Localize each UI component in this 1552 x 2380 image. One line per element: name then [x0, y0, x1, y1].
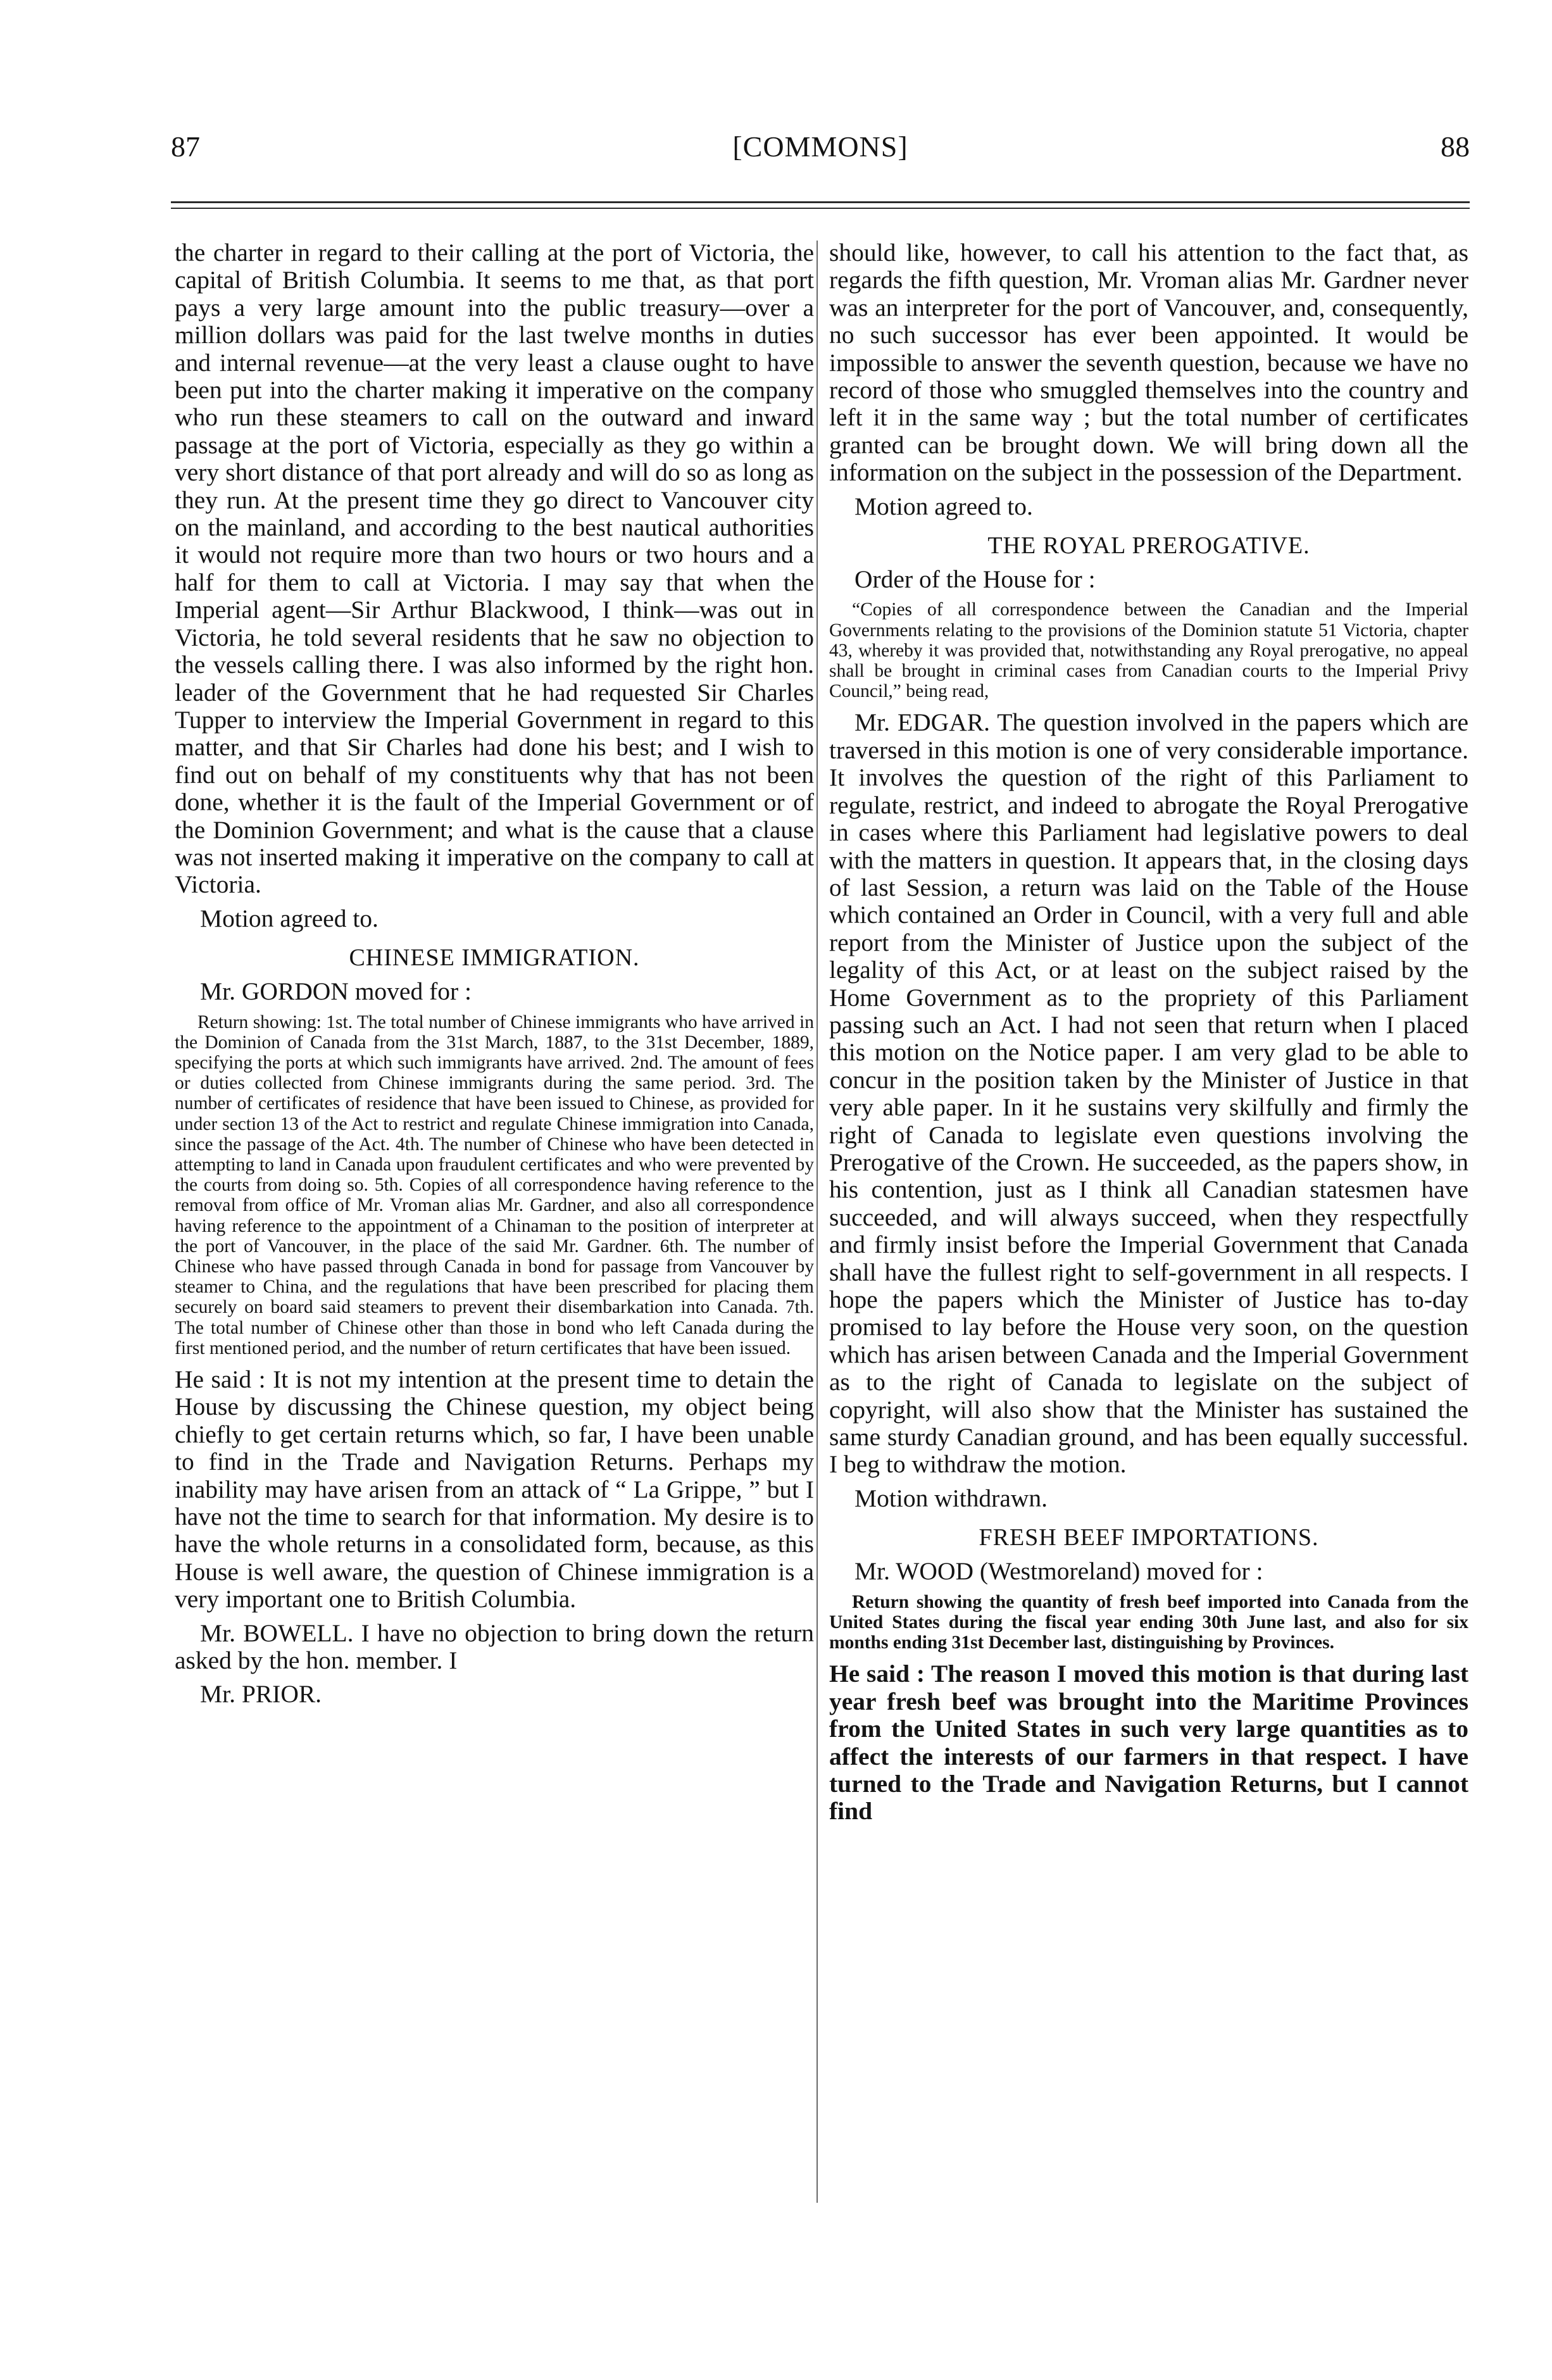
header-rule-top: [171, 201, 1470, 203]
section-heading-fresh-beef: FRESH BEEF IMPORTATIONS.: [979, 1524, 1319, 1551]
prior-speaker: Mr. PRIOR.: [200, 1680, 322, 1708]
right-column: [829, 239, 1468, 1832]
motion-agreed-2: Motion agreed to.: [854, 492, 1033, 520]
section-heading-royal-prerogative: THE ROYAL PREROGATIVE.: [987, 532, 1310, 560]
copies-correspondence: “Copies of all correspondence between the Canadian and the Imperial Governments relating to the provisions of the Dominion statute 51 Victoria, chapter 43, whereby it was provided that, notwithstanding any Royal prerogative, no appeal shall be brought in criminal cases from Canadian courts to the Imperial Privy Council,” being read,: [829, 599, 1468, 702]
edgar-speech: Mr. EDGAR. The question involved in the papers which are traversed in this motion is one of very considerable importance. It involves the question of the right of this Parliament to regulate, restrict, and indeed to abrogate the Royal Prerogative in cases where this Parliament had legislative powers to deal with the matters in question. It appears that, in the closing days of last Session, a return was laid on the Table of the House which contained an Order in Council, with a very full and able report from the Minister of Justice upon the subject of the legality of this Act, or at least on the subject raised by the Home Government as to the propriety of this Parliament passing such an Act. I had not seen that return when I placed this motion on the Notice paper. I am very glad to be able to concur in the position taken by the Minister of Justice in that very able paper. In it he sustains very skilfully and firmly the right of Canada to legislate even questions involving the Prerogative of the Crown. He succeeded, as the papers show, in his contention, just as I think all Canadian statesmen have succeeded, and will always succeed, when they respectfully and firmly insist before the Imperial Government that Canada shall have the fullest right to self-government in all respects. I hope the papers which the Minister of Justice has to-day promised to lay before the House very soon, on the question which has arisen between Canada and the Imperial Government as to the right of Canada to legislate on the subject of copyright, will also show that the Minister has sustained the same sturdy Canadian ground, and has been equally successful. I beg to withdraw the motion.: [829, 708, 1468, 1479]
order-of-house: Order of the House for :: [854, 565, 1096, 594]
column-divider: [817, 241, 818, 2203]
gordon-speech: He said : It is not my intention at the present time to detain the House by discussing the Chinese question, my object being chiefly to get certain returns which, so far, I have been unable to find in the Trade and Navigation Returns. Perhaps my inability may have arisen from an attack of “ La Grippe, ” but I have not the time to search for that information. My desire is to have the whole returns in a consolidated form, because, as this House is well aware, the question of Chinese immigration is a very important one to British Columbia.: [175, 1365, 814, 1613]
header-rule-bottom: [171, 208, 1470, 209]
bowell-speech: Mr. BOWELL. I have no objection to bring down the return asked by the hon. member. I: [175, 1619, 814, 1675]
motion-agreed-1: Motion agreed to.: [200, 904, 379, 932]
wood-moved: Mr. WOOD (Westmoreland) moved for :: [854, 1557, 1263, 1586]
page-number-left: 87: [171, 130, 200, 163]
page-number-right: 88: [1441, 130, 1470, 163]
left-column: [175, 239, 814, 1715]
section-heading-chinese-immigration: CHINESE IMMIGRATION.: [349, 944, 640, 972]
return-chinese-immigration: Return showing: 1st. The total number of Chinese immigrants who have arrived in the Dominion of Canada from the 31st March, 1887, to the 31st December, 1889, specifying the ports at which such immigrants have arrived. 2nd. The amount of fees or duties collected from Chinese immigrants during the same period. 3rd. The number of certificates of residence that have been issued to Chinese, as provided for under section 13 of the Act to restrict and regulate Chinese immigration into Canada, since the passage of the Act. 4th. The number of Chinese who have been detected in attempting to land in Canada upon fraudulent certificates and who were prevented by the courts from doing so. 5th. Copies of all correspondence having reference to the removal from office of Mr. Vroman alias Mr. Gardner, and also all correspondence having reference to the appointment of a Chinaman to the position of interpreter at the port of Vancouver, in the place of the said Mr. Gardner. 6th. The number of Chinese who have passed through Canada in bond for passage from Vancouver by steamer to China, and the regulations that have been prescribed for placing them securely on board said steamers to prevent their disembarkation into Canada. 7th. The total number of Chinese other than those in bond who left Canada during the first mentioned period, and the number of return certificates that have been issued.: [175, 1012, 814, 1358]
running-title: [COMMONS]: [732, 130, 908, 163]
wood-speech: He said : The reason I moved this motion is that during last year fresh beef was brought into the Maritime Provinces from the United States in such very large quantities as to affect the interests of our farmers in that respect. I have turned to the Trade and Navigation Returns, but I cannot find: [829, 1660, 1468, 1826]
page-header: [171, 130, 1470, 174]
gordon-moved: Mr. GORDON moved for :: [200, 977, 472, 1006]
return-fresh-beef: Return showing the quantity of fresh beef imported into Canada from the United States during the fiscal year ending 30th June last, and also for six months ending 31st December last, distinguishing by Provinces.: [829, 1591, 1468, 1653]
prior-speech: should like, however, to call his attention to the fact that, as regards the fifth question, Mr. Vroman alias Mr. Gardner never was an interpreter for the port of Vancouver, and, consequently, no such successor has ever been appointed. It would be impossible to answer the seventh question, because we have no record of those who smuggled themselves into the country and left it in the same way ; but the total number of certificates granted can be brought down. We will bring down all the information on the subject in the possession of the Department.: [829, 239, 1468, 487]
motion-withdrawn: Motion withdrawn.: [854, 1484, 1048, 1512]
paragraph-victoria-charter: the charter in regard to their calling at the port of Victoria, the capital of British Columbia. It seems to me that, as that port pays a very large amount into the public treasury—over a million dollars was paid for the last twelve months in duties and internal revenue—at the very least a clause ought to have been put into the charter making it imperative on the company who run these steamers to call on the outward and inward passage at the port of Victoria, especially as they go within a very short distance of that port already and will do so as long as they run. At the present time they go direct to Vancouver city on the mainland, and according to the best nautical authorities it would not require more than two hours or two hours and a half for them to call at Victoria. I may say that when the Imperial agent—Sir Arthur Blackwood, I think—was out in Victoria, he told several residents that he saw no objection to the vessels calling there. I was also informed by the right hon. leader of the Government that he had requested Sir Charles Tupper to interview the Imperial Government in regard to this matter, and that Sir Charles had done his best; and I wish to find out on behalf of my constituents why that has not been done, whether it is the fault of the Imperial Government or of the Dominion Government; and what is the cause that a clause was not inserted making it imperative on the company to call at Victoria.: [175, 239, 814, 899]
